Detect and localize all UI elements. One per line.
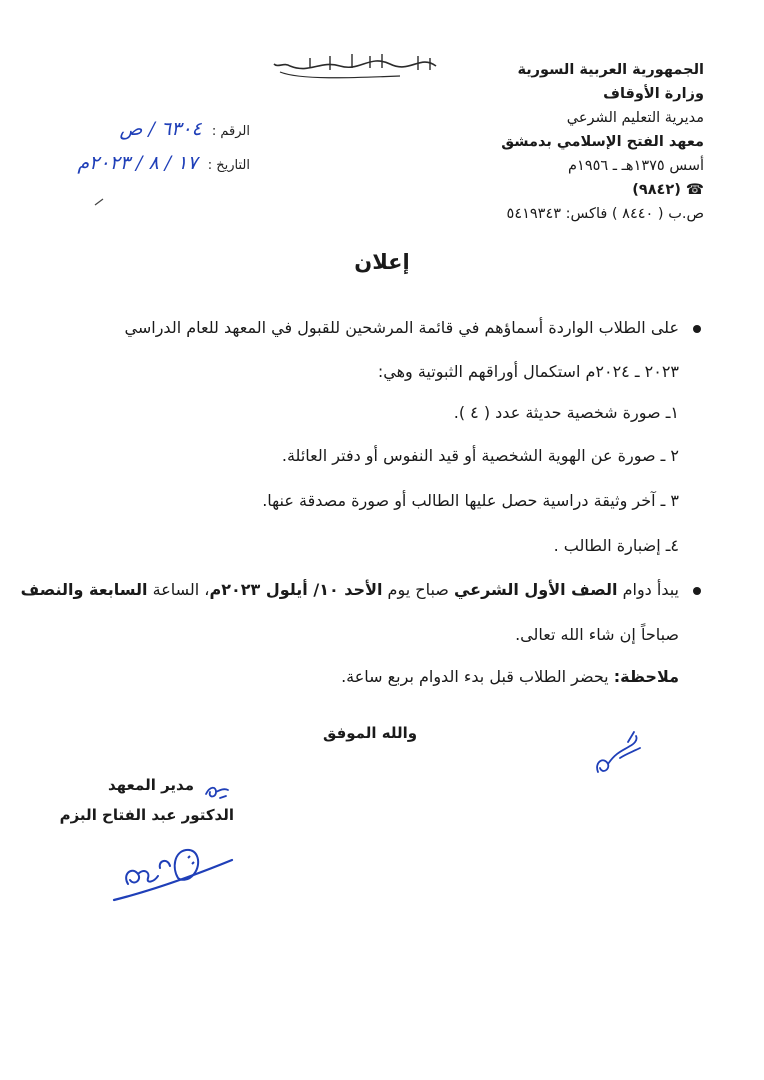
- signature-image: [108, 838, 238, 908]
- header-country: الجمهورية العربية السورية: [517, 62, 704, 78]
- reference-date-label: التاريخ :: [207, 158, 250, 173]
- header-ministry: وزارة الأوقاف: [603, 86, 704, 102]
- para2-date: الأحد ١٠/ أيلول ٢٠٢٣م: [209, 580, 383, 599]
- list-item: ١ـ صورة شخصية حديثة عدد ( ٤ ).: [453, 403, 679, 422]
- header-directorate: مديرية التعليم الشرعي: [566, 110, 704, 126]
- signatory-name: الدكتور عبد الفتاح البزم: [59, 806, 234, 824]
- header-phone: ☎ (٩٨٤٢): [632, 182, 704, 198]
- list-item: ٣ ـ آخر وثيقة دراسية حصل عليها الطالب أو صورة مصدقة عنها.: [262, 491, 679, 510]
- handwritten-mark: [202, 780, 232, 804]
- para2-text-e: ، الساعة: [147, 580, 210, 599]
- para2-text-c: صباح يوم: [382, 580, 454, 599]
- header-institute: معهد الفتح الإسلامي بدمشق: [501, 134, 704, 150]
- announcement-title: إعلان: [354, 250, 410, 274]
- bullet-icon: [693, 587, 701, 595]
- list-item: ٤ـ إضبارة الطالب .: [553, 536, 679, 555]
- list-item: ٢ ـ صورة عن الهوية الشخصية أو قيد النفوس أو دفتر العائلة.: [281, 446, 679, 465]
- paragraph-2-line-2: صباحاً إن شاء الله تعالى.: [515, 625, 679, 644]
- reference-number-value: ٦٣٠٤ / ص: [119, 118, 202, 140]
- para1-line1-text: على الطلاب الواردة أسماؤهم في قائمة المرشحين للقبول في المعهد للعام الدراسي: [124, 318, 679, 337]
- para2-text-a: يبدأ دوام: [617, 580, 679, 599]
- para2-time: السابعة والنصف: [20, 580, 148, 599]
- header-pobox-fax: ص.ب ( ٨٤٤٠ ) فاكس: ٥٤١٩٣٤٣: [506, 206, 704, 222]
- note-text: يحضر الطلاب قبل بدء الدوام بربع ساعة.: [341, 667, 614, 686]
- paragraph-1-line-1: [125, 318, 680, 337]
- note-label: ملاحظة:: [613, 667, 679, 686]
- paragraph-1-line-2: ٢٠٢٣ ـ ٢٠٢٤م استكمال أوراقهم الثبوتية وهي:: [377, 362, 679, 381]
- bullet-icon: [693, 325, 701, 333]
- paragraph-2-line-1: [21, 580, 679, 599]
- note-line: [341, 667, 679, 686]
- signatory-title: مدير المعهد: [107, 776, 194, 794]
- reference-date-value: ١٧ / ٨ / ٢٠٢٣م: [77, 152, 198, 174]
- announcement-body: [20, 0, 679, 1080]
- handwritten-initials: [590, 722, 650, 782]
- para2-class-name: الصف الأول الشرعي: [453, 580, 618, 599]
- closing-phrase: والله الموفق: [322, 724, 418, 742]
- basmala-text: بسم الله الرحمن الرحيم: [355, 64, 366, 65]
- reference-number-label: الرقم :: [211, 124, 250, 139]
- header-founded: أسس ١٣٧٥هـ ـ ١٩٥٦م: [568, 158, 704, 174]
